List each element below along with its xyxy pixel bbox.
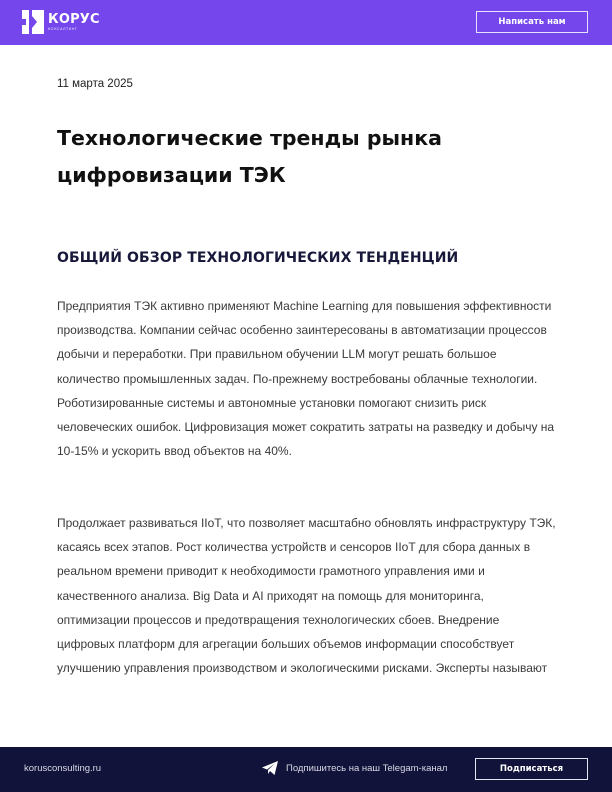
section-heading: ОБЩИЙ ОБЗОР ТЕХНОЛОГИЧЕСКИХ ТЕНДЕНЦИЙ <box>57 250 459 266</box>
header <box>0 0 612 45</box>
article-date: 11 марта 2025 <box>57 78 133 90</box>
footer <box>0 747 612 792</box>
logo-text <box>48 13 100 32</box>
logo-name: КОРУС <box>48 11 100 27</box>
logo-subtitle: КОНСАЛТИНГ <box>48 26 78 31</box>
subscribe-button[interactable]: Подписаться <box>475 758 588 780</box>
paragraph: Продолжает развиваться IIoT, что позволяет масштабно обновлять инфраструктуру ТЭК, касаясь всех этапов. Рост количества устройств и сенсоров IIoT для сбора данных в реальном времени приводит к необходимости грамотного управления ими и качественного анализа. Big Data и AI приходят на помощь для мониторинга, оптимизации процессов и предотвращения технологических сбоев. Внедрение цифровых платформ для агрегации больших объемов информации способствует улучшению управления производством и экологическими рисками. Эксперты называют <box>57 516 556 676</box>
paragraph: Предприятия ТЭК активно применяют Machine Learning для повышения эффективности производства. Компании сейчас особенно заинтересованы в автоматизации процессов добычи и переработки. При правильном обучении LLM могут решать большое количество промышленных задач. По-прежнему востребованы облачные технологии. Роботизированные системы и автономные установки помогают снизить риск человеческих ошибок. Цифровизация может сократить затраты на разведку и добычу на 10-15% и ускорить ввод объектов на 40%. <box>57 299 555 459</box>
logo[interactable] <box>22 10 100 34</box>
write-us-button[interactable]: Написать нам <box>476 11 588 33</box>
telegram-link[interactable] <box>262 761 447 775</box>
korus-logo-icon <box>22 10 44 34</box>
telegram-icon <box>262 761 278 775</box>
article-title: Технологические тренды рынка цифровизации ТЭК <box>57 126 442 187</box>
telegram-text: Подпишитесь на наш Telegam-канал <box>286 762 448 774</box>
footer-site-link[interactable]: korusconsulting.ru <box>24 763 102 774</box>
